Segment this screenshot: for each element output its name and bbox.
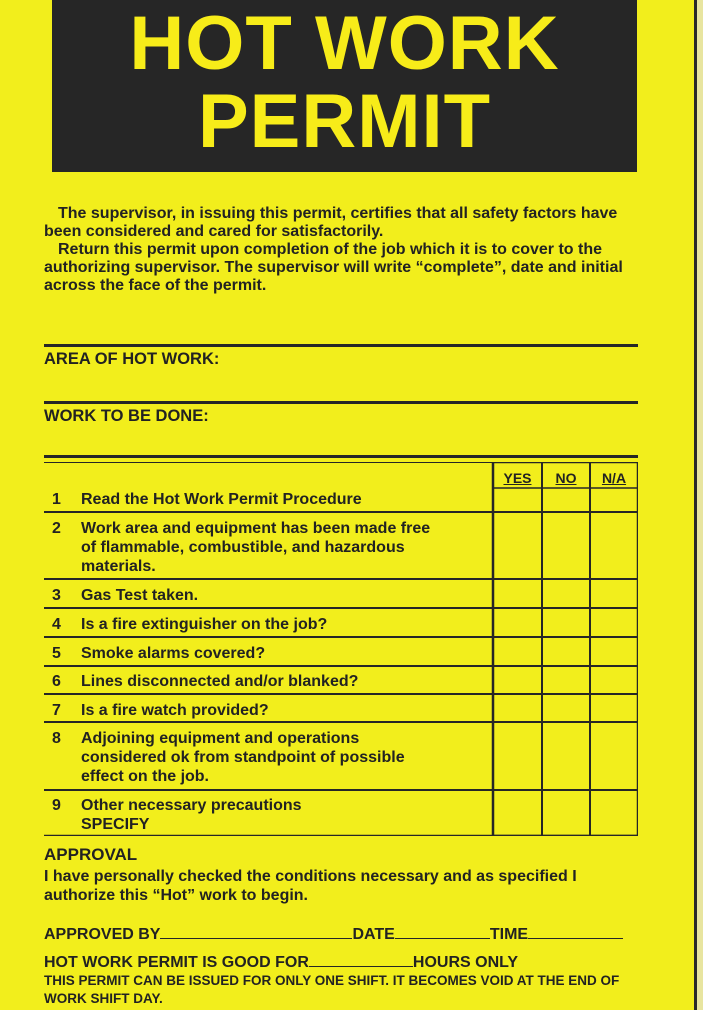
divider-line bbox=[44, 455, 638, 458]
column-header-na: N/A bbox=[601, 470, 627, 486]
permit-duration-line bbox=[44, 952, 518, 972]
intro-paragraph-1: The supervisor, in issuing this permit, certifies that all safety factors have been considered and cared for satisfactorily. bbox=[44, 205, 618, 240]
sign-border bbox=[694, 0, 697, 1010]
divider-line bbox=[44, 401, 638, 404]
item-number: 8 bbox=[52, 730, 61, 747]
item-text: Read the Hot Work Permit Procedure bbox=[81, 491, 362, 508]
intro-paragraph-2: Return this permit upon completion of the job which it is to cover to the authorizing supervisor. The supervisor will write “complete”, date and initial across the face of the permit. bbox=[44, 241, 623, 294]
hours-field[interactable] bbox=[309, 952, 413, 967]
divider-line bbox=[44, 344, 638, 347]
title-line-2: PERMIT bbox=[197, 79, 492, 164]
approved-by-label: APPROVED BY bbox=[44, 926, 161, 943]
item-text: Other necessary precautions SPECIFY bbox=[81, 797, 302, 833]
approved-by-field[interactable] bbox=[160, 924, 352, 939]
sign-edge bbox=[697, 0, 703, 1010]
item-number: 6 bbox=[52, 673, 61, 690]
time-label: TIME bbox=[489, 926, 529, 943]
item-number: 2 bbox=[52, 520, 61, 537]
approval-statement: I have personally checked the conditions necessary and as specified I authorize this “Hot” work to begin. bbox=[44, 868, 577, 904]
item-text: Is a fire extinguisher on the job? bbox=[81, 616, 328, 633]
item-number: 7 bbox=[52, 702, 61, 719]
hours-only-label: HOURS ONLY bbox=[412, 954, 519, 971]
item-text: Smoke alarms covered? bbox=[81, 645, 266, 662]
signature-line bbox=[44, 924, 644, 944]
good-for-label: HOT WORK PERMIT IS GOOD FOR bbox=[44, 954, 309, 971]
date-field[interactable] bbox=[395, 924, 490, 939]
item-text: Gas Test taken. bbox=[81, 587, 199, 604]
item-text: Is a fire watch provided? bbox=[81, 702, 269, 719]
checklist-table bbox=[44, 462, 638, 836]
intro-text bbox=[44, 205, 659, 295]
column-header-no: NO bbox=[555, 470, 577, 486]
column-header-yes: YES bbox=[503, 470, 532, 486]
void-notice: THIS PERMIT CAN BE ISSUED FOR ONLY ONE SHIFT. IT BECOMES VOID AT THE END OF WORK SHIFT DAY. bbox=[44, 973, 620, 1006]
approval-heading: APPROVAL bbox=[44, 845, 138, 864]
time-field[interactable] bbox=[528, 924, 623, 939]
item-text: Work area and equipment has been made free of flammable, combustible, and hazardous materials. bbox=[81, 520, 431, 575]
area-of-hot-work-label: AREA OF HOT WORK: bbox=[44, 350, 220, 368]
item-number: 5 bbox=[52, 645, 61, 662]
item-number: 3 bbox=[52, 587, 61, 604]
item-text: Lines disconnected and/or blanked? bbox=[81, 673, 359, 690]
item-number: 4 bbox=[52, 616, 61, 633]
item-number: 9 bbox=[52, 797, 61, 814]
title-line-1: HOT WORK bbox=[129, 1, 560, 86]
date-label: DATE bbox=[352, 926, 395, 943]
work-to-be-done-label: WORK TO BE DONE: bbox=[44, 407, 209, 425]
item-number: 1 bbox=[52, 491, 61, 508]
item-text: Adjoining equipment and operations considered ok from standpoint of possible effect on the job. bbox=[81, 730, 405, 785]
title-banner bbox=[52, 0, 637, 172]
